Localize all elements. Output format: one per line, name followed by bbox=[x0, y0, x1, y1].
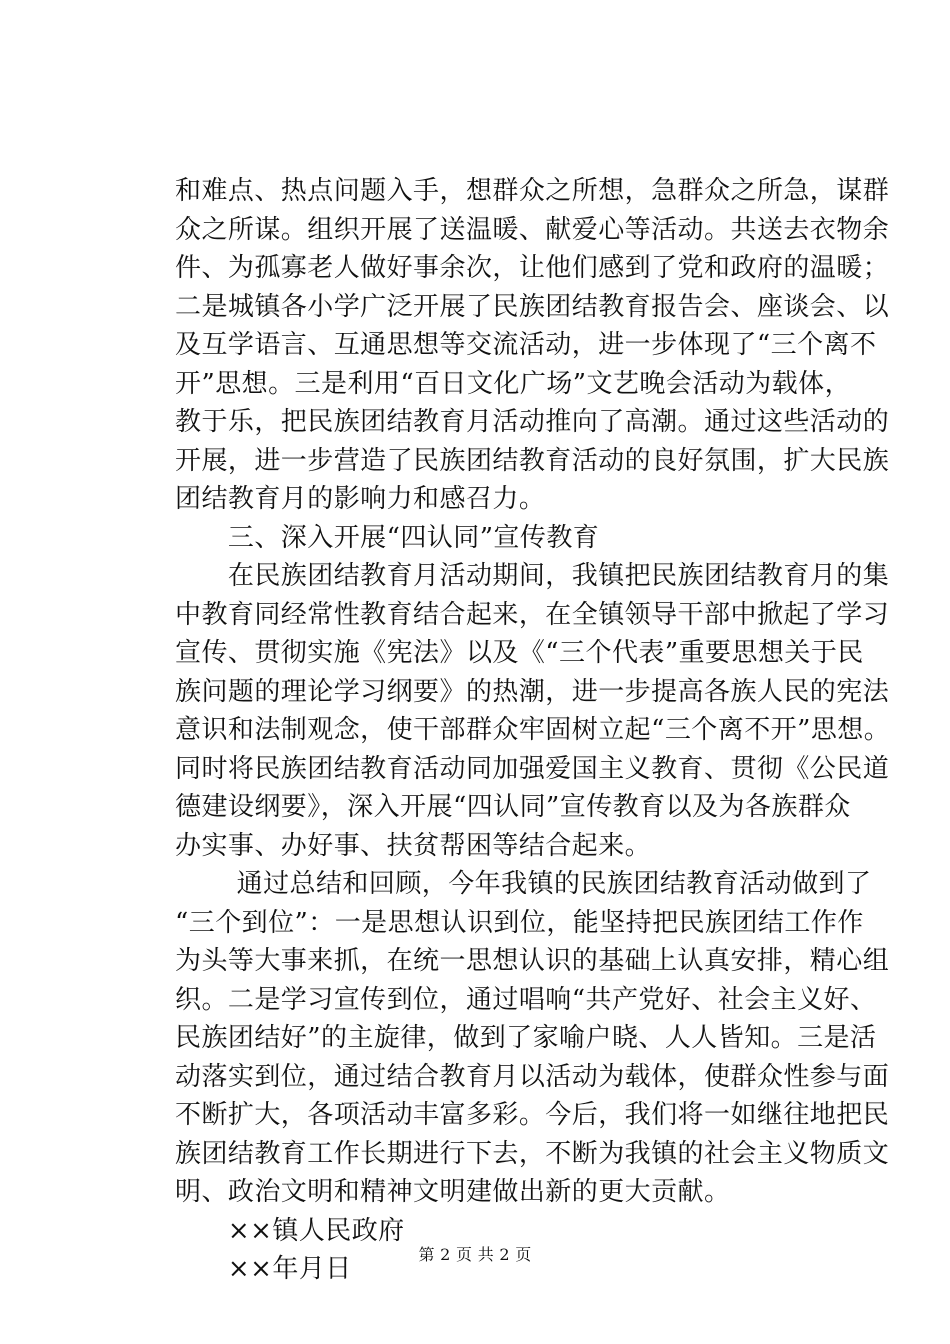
body-line: 团结教育月的影响力和感召力。 bbox=[175, 484, 546, 514]
body-line: 动落实到位，通过结合教育月以活动为载体，使群众性参与面 bbox=[175, 1061, 890, 1092]
body-line: 和难点、热点问题入手，想群众之所想，急群众之所急，谋群 bbox=[175, 176, 890, 206]
body-line: “三个到位”：一是思想认识到位，能坚持把民族团结工作作 bbox=[175, 907, 864, 938]
body-line: 宣传、贯彻实施《宪法》以及《“三个代表”重要思想关于民 bbox=[175, 638, 864, 668]
body-line: 办实事、办好事、扶贫帮困等结合起来。 bbox=[175, 830, 652, 861]
body-line: 德建设纲要》，深入开展“四认同”宣传教育以及为各族群众 bbox=[175, 792, 851, 822]
body-line: 族问题的理论学习纲要》的热潮，进一步提高各族人民的宪法 bbox=[175, 676, 890, 707]
body-line: 同时将民族团结教育活动同加强爱国主义教育、贯彻《公民道 bbox=[175, 753, 890, 784]
body-line: 开展，进一步营造了民族团结教育活动的良好氛围，扩大民族 bbox=[175, 445, 890, 476]
body-line: 为头等大事来抓，在统一思想认识的基础上认真安排，精心组 bbox=[175, 946, 890, 976]
body-line: 众之所谋。组织开展了送温暖、献爱心等活动。共送去衣物余 bbox=[175, 214, 890, 245]
signature-date: ××年月日 bbox=[175, 1254, 352, 1284]
body-line: 中教育同经常性教育结合起来，在全镇领导干部中掀起了学习 bbox=[175, 599, 890, 630]
body-line: 织。二是学习宣传到位，通过唱响“共产党好、社会主义好、 bbox=[175, 984, 877, 1015]
document-body bbox=[175, 172, 891, 1289]
section-heading: 三、深入开展“四认同”宣传教育 bbox=[175, 522, 600, 553]
body-line: 族团结教育工作长期进行下去，不断为我镇的社会主义物质文 bbox=[175, 1138, 890, 1169]
page-number-footer: 第 2 页 共 2 页 bbox=[418, 1245, 532, 1264]
body-line: 二是城镇各小学广泛开展了民族团结教育报告会、座谈会、以 bbox=[175, 291, 890, 322]
body-line: 明、政治文明和精神文明建做出新的更大贡献。 bbox=[175, 1177, 731, 1207]
body-line: 教于乐，把民族团结教育月活动推向了高潮。通过这些活动的 bbox=[175, 407, 890, 437]
body-line: 民族团结好”的主旋律，做到了家喻户晓、人人皆知。三是活 bbox=[175, 1023, 877, 1053]
body-line: 开”思想。三是利用“百日文化广场”文艺晚会活动为载体， bbox=[175, 368, 852, 399]
body-line: 及互学语言、互通思想等交流活动，进一步体现了“三个离不 bbox=[175, 330, 877, 360]
body-line: 件、为孤寡老人做好事余次，让他们感到了党和政府的温暖； bbox=[175, 253, 890, 283]
signature-organization: ××镇人民政府 bbox=[175, 1215, 405, 1246]
body-line: 通过总结和回顾，今年我镇的民族团结教育活动做到了 bbox=[175, 869, 872, 899]
body-line: 不断扩大，各项活动丰富多彩。今后，我们将一如继往地把民 bbox=[175, 1100, 890, 1130]
body-line: 意识和法制观念，使干部群众牢固树立起“三个离不开”思想。 bbox=[175, 715, 891, 745]
body-line: 在民族团结教育月活动期间，我镇把民族团结教育月的集 bbox=[175, 561, 890, 591]
